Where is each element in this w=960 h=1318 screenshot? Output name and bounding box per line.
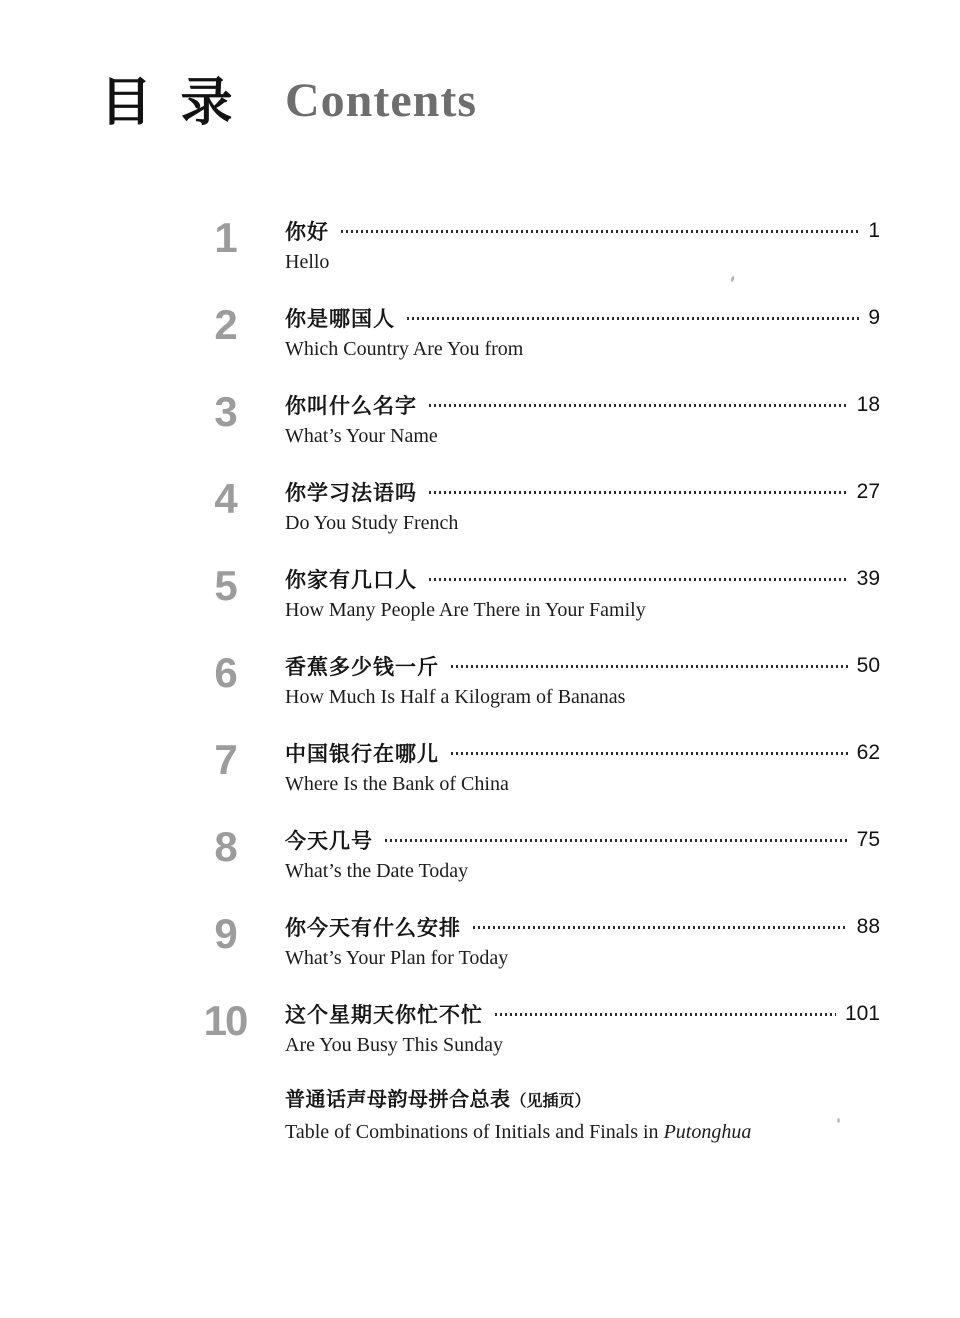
toc-entry-title-row	[285, 651, 880, 681]
toc-entry-content	[285, 999, 880, 1059]
appendix-title-english-main: Table of Combinations of Initials and Finals in	[285, 1121, 664, 1143]
chapter-title-chinese: 今天几号	[285, 830, 373, 853]
toc-entry-content	[285, 912, 880, 972]
chapter-title-english: How Many People Are There in Your Family	[285, 599, 646, 621]
toc-entry-title-row	[285, 390, 880, 420]
toc-entry	[0, 564, 960, 624]
chapter-number: 8	[214, 823, 236, 870]
dot-leader	[451, 665, 848, 668]
appendix-title-english-italic: Putonghua	[663, 1121, 752, 1143]
chapter-title-chinese: 这个星期天你忙不忙	[285, 1004, 483, 1027]
toc-entry-title-row	[285, 738, 880, 768]
chapter-number-column	[0, 390, 285, 450]
chapter-title-chinese: 你今天有什么安排	[285, 917, 461, 940]
toc-entry-title-row	[285, 825, 880, 855]
toc-entry	[0, 651, 960, 711]
toc-entry	[0, 216, 960, 276]
toc-entry-title-row	[285, 999, 880, 1029]
appendix-title-note: （见插页）	[510, 1093, 591, 1110]
chapter-page-number: 75	[856, 828, 880, 851]
toc-entry	[0, 390, 960, 450]
chapter-page-number: 27	[856, 480, 880, 503]
dot-leader	[473, 926, 848, 929]
chapter-number: 7	[214, 736, 236, 783]
toc-entry-content	[285, 651, 880, 711]
chapter-title-english: What’s Your Name	[285, 425, 438, 447]
toc-entry	[0, 477, 960, 537]
dot-leader	[407, 317, 859, 320]
chapter-title-chinese: 你学习法语吗	[285, 482, 417, 505]
chapter-number-column	[0, 738, 285, 798]
chapter-number-column	[0, 216, 285, 276]
chapter-number: 2	[214, 301, 236, 348]
chapter-number: 9	[214, 910, 236, 957]
chapter-page-number: 62	[856, 741, 880, 764]
chapter-page-number: 50	[856, 654, 880, 677]
toc-entry-title-row	[285, 216, 880, 246]
toc-entry-title-row	[285, 477, 880, 507]
toc-entry-content	[285, 216, 880, 276]
chapter-title-chinese: 你叫什么名字	[285, 395, 417, 418]
chapter-number-column	[0, 477, 285, 537]
scan-speck	[837, 1118, 840, 1123]
toc-entry-content	[285, 390, 880, 450]
dot-leader	[429, 404, 848, 407]
chapter-number: 6	[214, 649, 236, 696]
chapter-number: 4	[214, 475, 236, 522]
appendix-title-chinese-main: 普通话声母韵母拼合总表	[285, 1089, 511, 1111]
chapter-number: 5	[214, 562, 236, 609]
dot-leader	[495, 1013, 836, 1016]
chapter-number-column	[0, 999, 285, 1059]
toc-entry-content	[285, 477, 880, 537]
chapter-page-number: 18	[856, 393, 880, 416]
chapter-number: 1	[214, 214, 236, 261]
toc-entry-title-row	[285, 912, 880, 942]
appendix-inner	[0, 1086, 960, 1145]
toc-entry-title-row	[285, 303, 880, 333]
chapter-title-english: Hello	[285, 251, 330, 273]
chapter-title-english: What’s the Date Today	[285, 860, 469, 882]
toc-entry-title-row	[285, 564, 880, 594]
dot-leader	[451, 752, 848, 755]
chapter-title-english: How Much Is Half a Kilogram of Bananas	[285, 686, 626, 708]
chapter-number-column	[0, 912, 285, 972]
toc-entry-content	[285, 825, 880, 885]
chapter-number: 10	[203, 997, 247, 1044]
chapter-title-english: Which Country Are You from	[285, 338, 524, 360]
chapter-title-chinese: 你家有几口人	[285, 569, 417, 592]
chapter-title-english: Where Is the Bank of China	[285, 773, 509, 795]
dot-leader	[385, 839, 848, 842]
dot-leader	[429, 491, 848, 494]
chapter-title-chinese: 你好	[285, 221, 329, 244]
chapter-page-number: 101	[844, 1002, 880, 1025]
chapter-number-column	[0, 651, 285, 711]
appendix-title-english	[285, 1119, 960, 1145]
chapter-page-number: 88	[856, 915, 880, 938]
toc-entry-content	[285, 303, 880, 363]
appendix-section	[0, 1085, 960, 1145]
toc-entry	[0, 303, 960, 363]
chapter-title-chinese: 你是哪国人	[285, 308, 395, 331]
toc-entry	[0, 912, 960, 972]
chapter-page-number: 39	[856, 567, 880, 590]
appendix-title-chinese	[285, 1086, 960, 1116]
chapter-title-english: What’s Your Plan for Today	[285, 947, 509, 969]
chapter-page-number: 1	[868, 219, 880, 242]
dot-leader	[341, 230, 859, 233]
page-title-chinese: 目 录	[100, 74, 240, 132]
chapter-title-chinese: 中国银行在哪儿	[285, 743, 439, 766]
toc-entry-content	[285, 738, 880, 798]
chapter-title-chinese: 香蕉多少钱一斤	[285, 656, 439, 679]
chapter-number-column	[0, 825, 285, 885]
dot-leader	[429, 578, 848, 581]
toc-list	[0, 216, 960, 1086]
toc-entry	[0, 825, 960, 885]
toc-entry	[0, 738, 960, 798]
page-title-english: Contents	[285, 74, 478, 127]
chapter-number-column	[0, 303, 285, 363]
chapter-page-number: 9	[868, 306, 880, 329]
chapter-title-english: Are You Busy This Sunday	[285, 1034, 503, 1056]
chapter-number-column	[0, 564, 285, 624]
toc-entry	[0, 999, 960, 1059]
chapter-title-english: Do You Study French	[285, 512, 459, 534]
chapter-number: 3	[214, 388, 236, 435]
toc-entry-content	[285, 564, 880, 624]
